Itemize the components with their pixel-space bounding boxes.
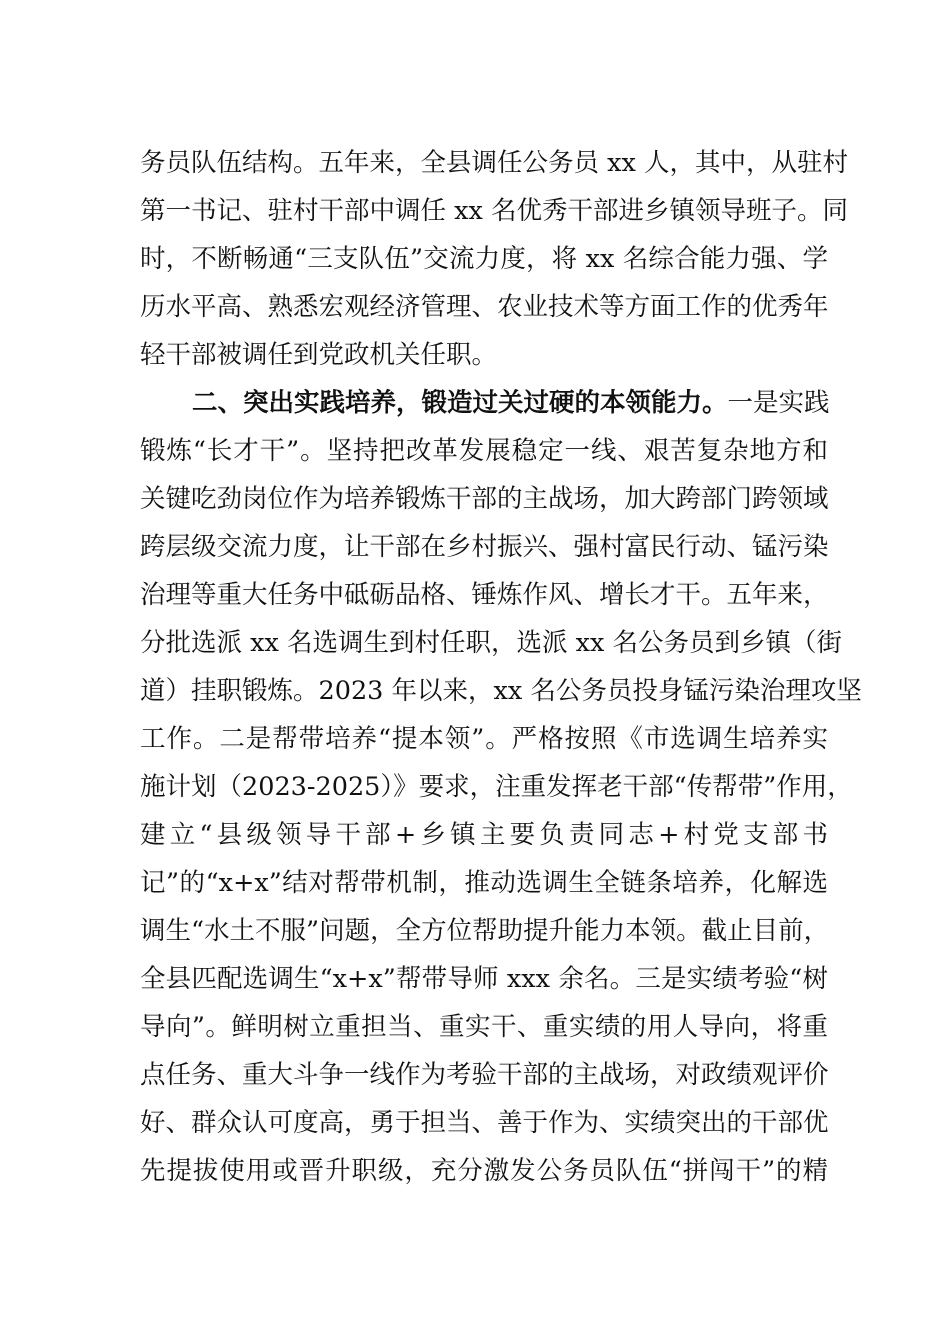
body-text-line: 先提拔使用或晋升职级，充分激发公务员队伍“拼闯干”的精 xyxy=(140,1156,828,1186)
body-text-line: 导向”。鲜明树立重担当、重实干、重实绩的用人导向，将重 xyxy=(140,1012,828,1042)
body-text-line: 历水平高、熟悉宏观经济管理、农业技术等方面工作的优秀年 xyxy=(140,292,829,322)
body-text-line: 建立“县级领导干部+乡镇主要负责同志+村党支部书 xyxy=(140,820,828,850)
body-text-line: 记”的“x+x”结对帮带机制，推动选调生全链条培养，化解选 xyxy=(140,868,828,898)
body-text-line: 点任务、重大斗争一线作为考验干部的主战场，对政绩观评价 xyxy=(140,1060,829,1090)
body-text-line: 治理等重大任务中砥砺品格、锤炼作风、增长才干。五年来， xyxy=(140,580,829,610)
body-text-line: 施计划（2023-2025）》要求，注重发挥老干部“传帮带”作用， xyxy=(140,772,853,802)
body-text-line: 分批选派 xx 名选调生到村任职，选派 xx 名公务员到乡镇（街 xyxy=(140,628,842,658)
body-text-fragment: 一是实践 xyxy=(727,388,830,418)
body-text-line: 关键吃劲岗位作为培养锻炼干部的主战场，加大跨部门跨领域 xyxy=(140,484,829,514)
body-text-line: 务员队伍结构。五年来，全县调任公务员 xx 人，其中，从驻村 xyxy=(140,148,848,178)
body-text-line: 锻炼“长才干”。坚持把改革发展稳定一线、艰苦复杂地方和 xyxy=(140,436,828,466)
body-text-line: 好、群众认可度高，勇于担当、善于作为、实绩突出的干部优 xyxy=(140,1108,829,1138)
body-text-line: 时，不断畅通“三支队伍”交流力度，将 xx 名综合能力强、学 xyxy=(140,244,828,274)
body-text-line: 跨层级交流力度，让干部在乡村振兴、强村富民行动、锰污染 xyxy=(140,532,829,562)
body-text-line: 轻干部被调任到党政机关任职。 xyxy=(140,340,498,370)
body-text-line: 第一书记、驻村干部中调任 xx 名优秀干部进乡镇领导班子。同 xyxy=(140,196,848,226)
section-heading: 二、突出实践培养，锻造过关过硬的本领能力。 xyxy=(192,388,728,418)
body-text-line: 工作。二是帮带培养“提本领”。严格按照《市选调生培养实 xyxy=(140,724,828,754)
section-heading-line xyxy=(192,386,828,420)
body-text-line: 全县匹配选调生“x+x”帮带导师 xxx 余名。三是实绩考验“树 xyxy=(140,964,828,994)
body-text-line: 调生“水土不服”问题，全方位帮助提升能力本领。截止目前， xyxy=(140,916,830,946)
body-text-line: 道）挂职锻炼。2023 年以来，xx 名公务员投身锰污染治理攻坚 xyxy=(140,676,862,706)
